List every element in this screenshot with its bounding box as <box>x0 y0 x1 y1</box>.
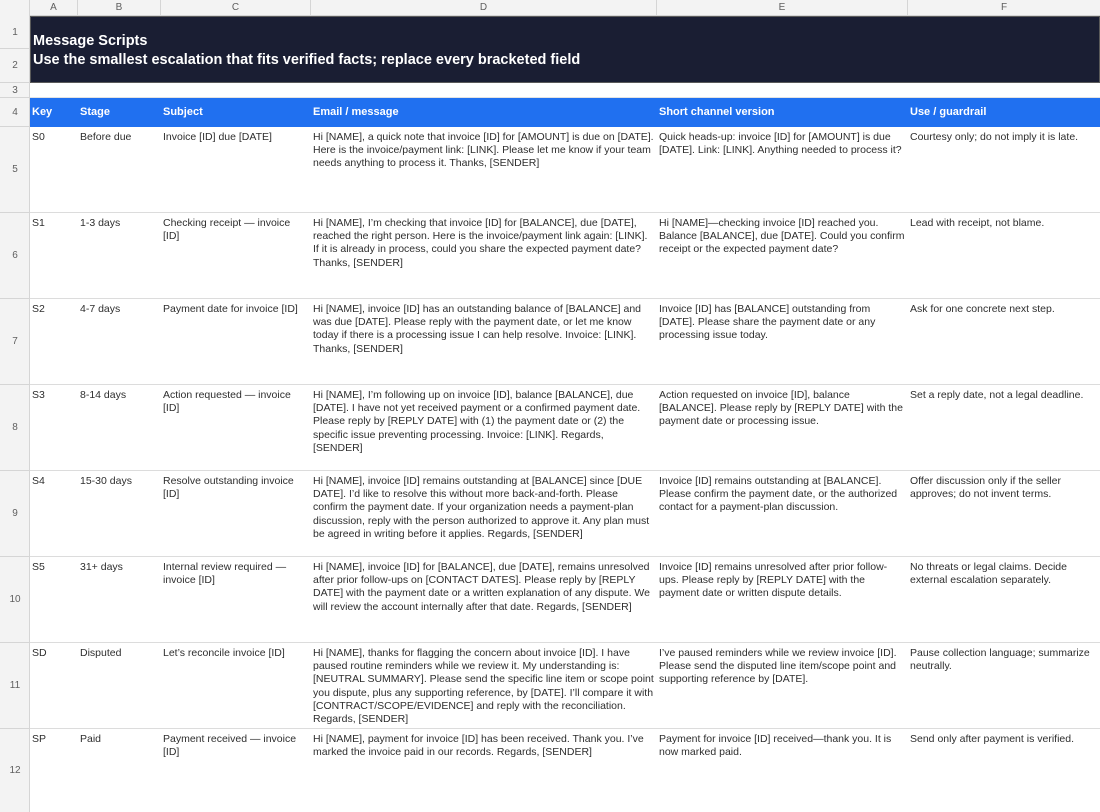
row-header-9[interactable]: 9 <box>0 471 30 557</box>
table-row <box>30 213 1100 299</box>
table-row <box>30 729 1100 812</box>
cell-use[interactable]: Lead with receipt, not blame. <box>910 217 1045 229</box>
cell-short[interactable]: Invoice [ID] has [BALANCE] outstanding from [DATE]. Please share the payment date or any processing issue today. <box>659 303 876 342</box>
cell-email[interactable]: Hi [NAME], I’m following up on invoice [ID], balance [BALANCE], due [DATE]. I have not yet received payment or a confirmed payment date. Please reply by [REPLY DATE] with (1) the payment date or (2) the specific issue preventing processing. Invoice: [LINK]. Regards, [SENDER] <box>313 389 641 454</box>
row-header-10[interactable]: 10 <box>0 557 30 643</box>
cell-email[interactable]: Hi [NAME], I’m checking that invoice [ID] for [BALANCE], due [DATE], reached the right person. Here is the invoice/payment link again: [LINK]. If it is already in process, could you share the expected payment date? Thanks, [SENDER] <box>313 217 648 269</box>
cell-email[interactable]: Hi [NAME], invoice [ID] remains outstanding at [BALANCE] since [DUE DATE]. I’d like to resolve this without more back-and-forth. Please confirm the payment date. If your organization needs a payment-plan discussion, reply with the person authorized to approve it. Any plan must be agreed in writing before it applies. Regards, [SENDER] <box>313 475 650 540</box>
cell-key[interactable]: S0 <box>32 131 45 143</box>
column-header-f[interactable]: F <box>1000 2 1008 13</box>
cell-stage[interactable]: Before due <box>80 131 132 143</box>
table-row <box>30 643 1100 729</box>
table-row <box>30 557 1100 643</box>
row-header-11[interactable]: 11 <box>0 643 30 729</box>
column-header-c[interactable]: C <box>161 0 311 16</box>
cell-short[interactable]: Invoice [ID] remains outstanding at [BALANCE]. Please confirm the payment date, or the authorized contact for a payment-plan discussion. <box>659 475 898 514</box>
cell-subject[interactable]: Let’s reconcile invoice [ID] <box>163 647 285 659</box>
cell-use[interactable]: No threats or legal claims. Decide external escalation separately. <box>910 561 1067 587</box>
row-header-6[interactable]: 6 <box>0 213 30 299</box>
cell-short[interactable]: I’ve paused reminders while we review invoice [ID]. Please send the disputed line item/scope point and supporting reference by [DATE]. <box>659 647 897 686</box>
cell-subject[interactable]: Payment received — invoice [ID] <box>163 733 297 759</box>
cell-key[interactable]: S4 <box>32 475 45 487</box>
sheet-subtitle[interactable]: Use the smallest escalation that fits verified facts; replace every bracketed field <box>33 52 581 68</box>
cell-key[interactable]: S2 <box>32 303 45 315</box>
header-subject[interactable]: Subject <box>163 106 203 118</box>
table-row <box>30 385 1100 471</box>
column-header-a[interactable]: A <box>30 0 78 16</box>
cell-key[interactable]: SD <box>32 647 47 659</box>
row-header-12[interactable]: 12 <box>9 765 21 776</box>
table-row <box>30 471 1100 557</box>
row-header-7[interactable]: 7 <box>0 299 30 385</box>
table-row <box>30 127 1100 213</box>
cell-subject[interactable]: Internal review required — invoice [ID] <box>163 561 287 587</box>
cell-use[interactable]: Pause collection language; summarize neutrally. <box>910 647 1090 673</box>
cell-stage[interactable]: 8-14 days <box>80 389 127 401</box>
cell-email[interactable]: Hi [NAME], invoice [ID] for [BALANCE], due [DATE], remains unresolved after prior follow-ups on [CONTACT DATES]. Please reply by [REPLY DATE] with the payment date or a written explanation of any dispute. We will review the account internally after that date. Regards, [SENDER] <box>313 561 650 613</box>
cell-key[interactable]: S1 <box>32 217 45 229</box>
cell-use[interactable]: Set a reply date, not a legal deadline. <box>910 389 1084 401</box>
column-header-row <box>0 0 1100 16</box>
cell-subject[interactable]: Checking receipt — invoice [ID] <box>163 217 291 243</box>
cell-email[interactable]: Hi [NAME], thanks for flagging the concern about invoice [ID]. I have paused routine reminders while we review it. My understanding is: [NEUTRAL SUMMARY]. Please send the specific line item or scope point you dispute, plus any supporting reference, by [DATE]. I’ll compare it with [CONTRACT/SCOPE/EVIDENCE] and reply with the reconciliation. Regards, [SENDER] <box>313 647 654 726</box>
cell-subject[interactable]: Resolve outstanding invoice [ID] <box>163 475 294 501</box>
row-header-4[interactable]: 4 <box>0 98 30 127</box>
cell-use[interactable]: Send only after payment is verified. <box>910 733 1075 745</box>
table-row <box>30 299 1100 385</box>
cell-subject[interactable]: Payment date for invoice [ID] <box>163 303 298 315</box>
header-email-message[interactable]: Email / message <box>313 106 399 118</box>
cell-stage[interactable]: 4-7 days <box>80 303 121 315</box>
header-short-channel[interactable]: Short channel version <box>659 106 775 118</box>
column-header-e[interactable]: E <box>657 0 908 16</box>
cell-short[interactable]: Invoice [ID] remains unresolved after prior follow-ups. Please reply by [REPLY DATE] with the payment date or written dispute details. <box>659 561 888 600</box>
cell-use[interactable]: Ask for one concrete next step. <box>910 303 1055 315</box>
cell-key[interactable]: S5 <box>32 561 45 573</box>
cell-stage[interactable]: 31+ days <box>80 561 123 573</box>
cell-stage[interactable]: 1-3 days <box>80 217 121 229</box>
header-key[interactable]: Key <box>32 106 53 118</box>
cell-subject[interactable]: Invoice [ID] due [DATE] <box>163 131 272 143</box>
column-header-d[interactable]: D <box>311 0 657 16</box>
header-use-guardrail[interactable]: Use / guardrail <box>910 106 987 118</box>
cell-short[interactable]: Payment for invoice [ID] received—thank you. It is now marked paid. <box>659 733 892 759</box>
sheet-title[interactable]: Message Scripts <box>33 33 148 49</box>
row-header-8[interactable]: 8 <box>0 385 30 471</box>
cell-key[interactable]: S3 <box>32 389 45 401</box>
cell-email[interactable]: Hi [NAME], a quick note that invoice [ID] for [AMOUNT] is due on [DATE]. Here is the invoice/payment link: [LINK]. Please let me know if your team needs anything to process it. Thanks, [SENDER] <box>313 131 654 170</box>
empty-row-3[interactable] <box>30 83 1100 98</box>
column-header-b[interactable]: B <box>78 0 161 16</box>
cell-email[interactable]: Hi [NAME], payment for invoice [ID] has been received. Thank you. I’ve marked the invoice paid in our records. Regards, [SENDER] <box>313 733 644 759</box>
cell-email[interactable]: Hi [NAME], invoice [ID] has an outstanding balance of [BALANCE] and was due [DATE]. Please reply with the payment date, or let me know today if there is a processing issue I can help resolve. Invoice: [LINK]. Thanks, [SENDER] <box>313 303 642 355</box>
row-header-2[interactable]: 2 <box>0 49 30 83</box>
row-header-1[interactable]: 1 <box>0 16 30 49</box>
spreadsheet-grid <box>30 16 1100 812</box>
title-band <box>30 16 1100 83</box>
cell-short[interactable]: Action requested on invoice [ID], balance [BALANCE]. Please reply by [REPLY DATE] with the payment date or processing issue. <box>659 389 903 428</box>
cell-subject[interactable]: Action requested — invoice [ID] <box>163 389 291 415</box>
table-header-row <box>30 98 1100 127</box>
cell-short[interactable]: Quick heads-up: invoice [ID] for [AMOUNT] is due [DATE]. Link: [LINK]. Anything needed to process it? <box>659 131 902 157</box>
row-header-5[interactable]: 5 <box>0 127 30 213</box>
cell-short[interactable]: Hi [NAME]—checking invoice [ID] reached you. Balance [BALANCE], due [DATE]. Could you confirm receipt or the expected payment date? <box>659 217 905 256</box>
row-header-3[interactable]: 3 <box>0 83 30 98</box>
cell-stage[interactable]: Disputed <box>80 647 122 659</box>
select-all-corner[interactable] <box>0 0 30 16</box>
cell-stage[interactable]: Paid <box>80 733 102 745</box>
header-stage[interactable]: Stage <box>80 106 110 118</box>
row-header-column <box>0 16 30 812</box>
cell-key[interactable]: SP <box>32 733 47 745</box>
cell-stage[interactable]: 15-30 days <box>80 475 132 487</box>
cell-use[interactable]: Offer discussion only if the seller approves; do not invent terms. <box>910 475 1061 501</box>
cell-use[interactable]: Courtesy only; do not imply it is late. <box>910 131 1079 143</box>
